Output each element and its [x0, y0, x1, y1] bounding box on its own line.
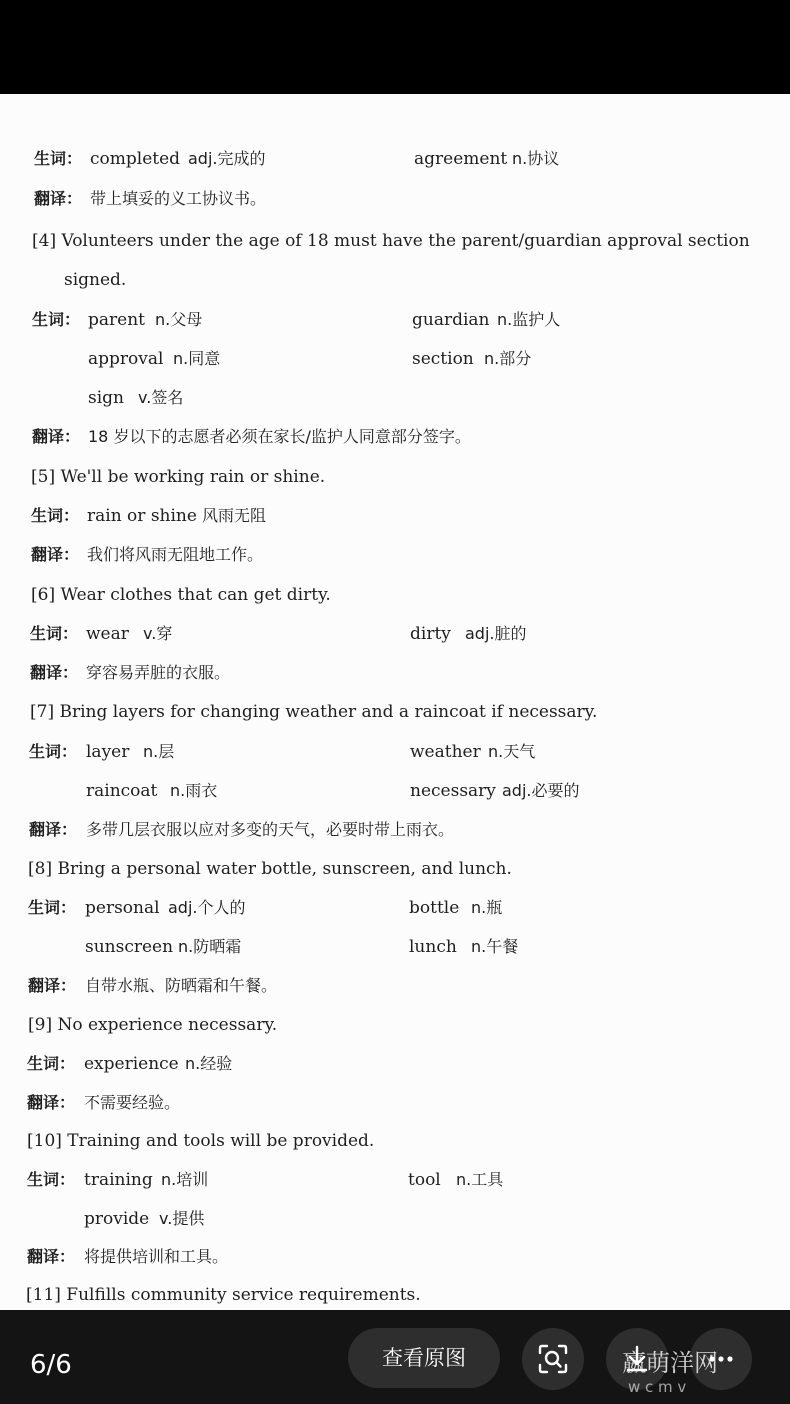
vocab-word: approval — [88, 349, 164, 369]
vocab-definition: n.天气 — [488, 742, 536, 761]
translation-line — [0, 1242, 790, 1272]
watermark-text: 嬴萌洋网 — [622, 1349, 718, 1377]
translation-text: 不需要经验。 — [84, 1093, 181, 1112]
vocab-definition: adj.必要的 — [502, 781, 580, 800]
vocab-definition: n.父母 — [155, 310, 203, 329]
vocab-label: 生词： — [28, 898, 77, 917]
vocab-word: sunscreen — [85, 937, 174, 957]
translation-text: 18 岁以下的志愿者必须在家长/监护人同意部分签字。 — [88, 427, 471, 446]
sentence-line — [0, 1280, 790, 1310]
vocab-word: parent — [88, 310, 145, 330]
translation-label: 翻译： — [29, 820, 78, 839]
sentence-continuation — [0, 265, 790, 295]
translation-line — [0, 540, 790, 570]
vocab-line — [0, 932, 790, 962]
vocab-definition: adj.脏的 — [465, 624, 527, 643]
vocab-label: 生词： — [31, 506, 80, 525]
translation-label: 翻译： — [30, 663, 79, 682]
vocab-word: raincoat — [86, 781, 158, 801]
vocab-line — [0, 1204, 790, 1234]
vocab-definition: n.午餐 — [471, 937, 519, 956]
vocab-line — [0, 383, 790, 413]
vocab-definition: adj.个人的 — [168, 898, 246, 917]
scan-search-icon — [537, 1343, 569, 1375]
vocab-line — [0, 619, 790, 649]
vocab-label: 生词： — [29, 742, 78, 761]
vocab-label: 生词： — [30, 624, 79, 643]
vocab-definition: n.培训 — [161, 1170, 209, 1189]
vocab-word: tool — [408, 1170, 441, 1190]
translation-text: 带上填妥的义工协议书。 — [90, 189, 267, 208]
vocab-definition: n.监护人 — [497, 310, 561, 329]
vocab-definition: n.经验 — [185, 1054, 233, 1073]
view-original-button[interactable]: 查看原图 — [348, 1328, 500, 1388]
vocab-word: bottle — [409, 898, 460, 918]
vocab-word: provide — [84, 1209, 150, 1229]
sentence-line — [0, 226, 790, 256]
translation-text: 将提供培训和工具。 — [84, 1247, 229, 1266]
vocab-line — [0, 893, 790, 923]
sentence-text: [7] Bring layers for changing weather and a raincoat if necessary. — [30, 702, 598, 722]
translation-line — [0, 815, 790, 845]
vocab-line — [0, 737, 790, 767]
vocab-word: necessary — [410, 781, 496, 801]
document-page[interactable] — [0, 94, 790, 1310]
sentence-line — [0, 1126, 790, 1156]
vocab-definition: v.签名 — [138, 388, 184, 407]
image-search-button[interactable] — [522, 1328, 584, 1390]
sentence-line — [0, 854, 790, 884]
vocab-line — [0, 305, 790, 335]
vocab-definition: v.提供 — [159, 1209, 205, 1228]
sentence-text: [6] Wear clothes that can get dirty. — [31, 585, 331, 605]
sentence-text: [9] No experience necessary. — [28, 1015, 278, 1035]
translation-label: 翻译： — [32, 427, 81, 446]
sentence-text: [8] Bring a personal water bottle, sunscreen, and lunch. — [28, 859, 512, 879]
translation-label: 翻译： — [27, 1093, 76, 1112]
vocab-line — [0, 501, 790, 531]
vocab-definition: n.雨衣 — [170, 781, 218, 800]
sentence-line — [0, 697, 790, 727]
sentence-line — [0, 580, 790, 610]
translation-line — [0, 1088, 790, 1118]
vocab-definition: n.防晒霜 — [178, 937, 242, 956]
vocab-word: wear — [86, 624, 129, 644]
translation-line — [0, 658, 790, 688]
vocab-definition: 风雨无阻 — [202, 506, 267, 525]
sentence-text: signed. — [64, 270, 127, 290]
vocab-label: 生词： — [34, 149, 83, 168]
translation-text: 自带水瓶、防晒霜和午餐。 — [85, 976, 278, 995]
top-black-bar — [0, 0, 790, 94]
translation-label: 翻译： — [34, 189, 83, 208]
translation-label: 翻译： — [31, 545, 80, 564]
sentence-text: [10] Training and tools will be provided. — [27, 1131, 375, 1151]
viewer-toolbar — [0, 1310, 790, 1404]
vocab-word: sign — [88, 388, 124, 408]
translation-text: 穿容易弄脏的衣服。 — [86, 663, 231, 682]
translation-line — [0, 184, 790, 214]
sentence-text: [4] Volunteers under the age of 18 must have the parent/guardian approval section — [32, 231, 750, 251]
vocab-word: training — [84, 1170, 153, 1190]
vocab-label: 生词： — [27, 1170, 76, 1189]
vocab-line — [0, 144, 790, 174]
translation-text: 我们将风雨无阻地工作。 — [87, 545, 264, 564]
watermark-subtext: w c m v — [628, 1378, 687, 1396]
vocab-line — [0, 776, 790, 806]
vocab-label: 生词： — [27, 1054, 76, 1073]
sentence-line — [0, 462, 790, 492]
vocab-word: lunch — [409, 937, 457, 957]
vocab-definition: n.层 — [143, 742, 175, 761]
translation-line — [0, 971, 790, 1001]
vocab-line — [0, 1165, 790, 1195]
vocab-label: 生词： — [32, 310, 81, 329]
vocab-definition: n.同意 — [173, 349, 221, 368]
vocab-definition: n.瓶 — [471, 898, 503, 917]
vocab-word: agreement — [414, 149, 508, 169]
vocab-definition: n.工具 — [456, 1170, 504, 1189]
translation-line — [0, 422, 790, 452]
page-counter: 6/6 — [30, 1350, 72, 1380]
vocab-word: dirty — [410, 624, 451, 644]
vocab-definition: n.协议 — [512, 149, 560, 168]
vocab-line — [0, 1049, 790, 1079]
vocab-line — [0, 344, 790, 374]
translation-label: 翻译： — [27, 1247, 76, 1266]
translation-text: 多带几层衣服以应对多变的天气，必要时带上雨衣。 — [86, 820, 455, 839]
vocab-word: weather — [410, 742, 481, 762]
vocab-word: personal — [85, 898, 160, 918]
vocab-word: section — [412, 349, 474, 369]
vocab-word: guardian — [412, 310, 490, 330]
vocab-word: completed — [90, 149, 181, 169]
vocab-word: layer — [86, 742, 130, 762]
sentence-line — [0, 1010, 790, 1040]
sentence-text: [5] We'll be working rain or shine. — [31, 467, 326, 487]
translation-label: 翻译： — [28, 976, 77, 995]
vocab-word: rain or shine — [87, 506, 197, 526]
vocab-definition: adj.完成的 — [188, 149, 266, 168]
vocab-word: experience — [84, 1054, 179, 1074]
vocab-definition: v.穿 — [143, 624, 173, 643]
vocab-definition: n.部分 — [484, 349, 532, 368]
sentence-text: [11] Fulfills community service requirements. — [26, 1285, 421, 1305]
